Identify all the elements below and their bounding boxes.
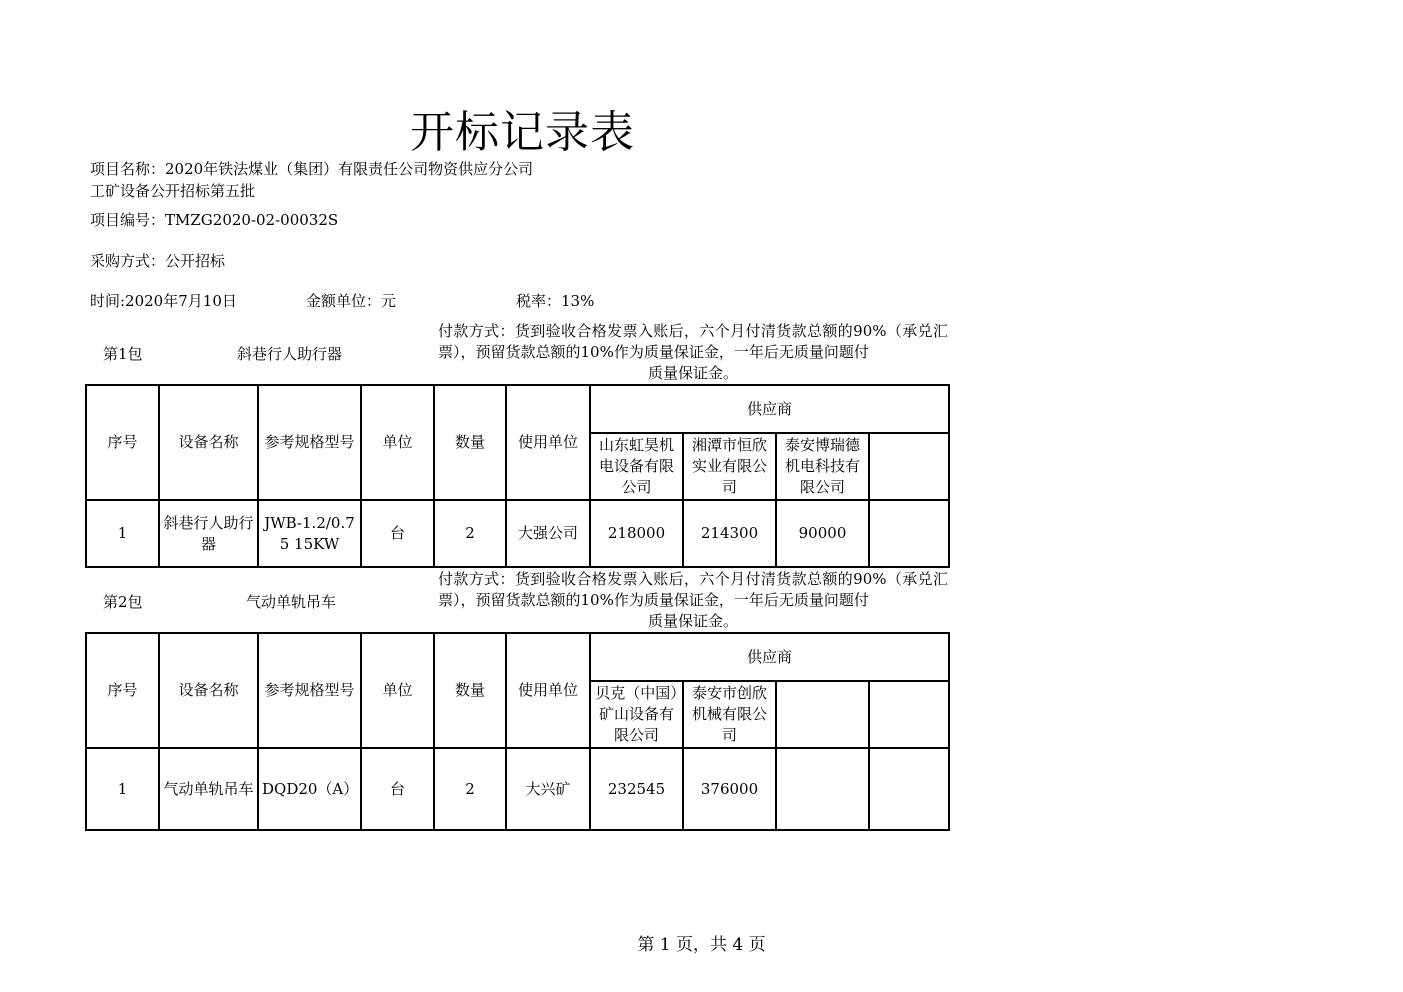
row-price: 90000 xyxy=(776,500,869,567)
header-equipment-name: 设备名称 xyxy=(159,633,258,748)
header-user-unit: 使用单位 xyxy=(506,385,590,500)
row-price: 214300 xyxy=(683,500,776,567)
project-number: 项目编号：TMZG2020-02-00032S xyxy=(90,211,339,229)
header-spec: 参考规格型号 xyxy=(258,633,361,748)
header-equipment-name: 设备名称 xyxy=(159,385,258,500)
header-unit: 单位 xyxy=(361,385,434,500)
payment-terms-end: 质量保证金。 xyxy=(647,612,738,630)
row-quantity: 2 xyxy=(434,500,506,567)
header-user-unit: 使用单位 xyxy=(506,633,590,748)
supplier-name: 湘潭市恒欣实业有限公司 xyxy=(683,433,776,500)
supplier-name: 泰安市创欣机械有限公司 xyxy=(683,681,776,748)
supplier-name xyxy=(869,433,949,500)
supplier-name: 泰安博瑞德机电科技有限公司 xyxy=(776,433,869,500)
row-price: 376000 xyxy=(683,748,776,830)
row-price: 232545 xyxy=(590,748,683,830)
header-quantity: 数量 xyxy=(434,633,506,748)
row-unit: 台 xyxy=(361,748,434,830)
header-suppliers: 供应商 xyxy=(590,633,949,681)
supplier-name: 贝克（中国）矿山设备有限公司 xyxy=(590,681,683,748)
row-seq: 1 xyxy=(86,500,159,567)
header-seq: 序号 xyxy=(86,385,159,500)
package-1-name: 斜巷行人助行器 xyxy=(237,345,343,363)
package-2-payment-terms xyxy=(438,569,948,632)
package-1-payment-terms xyxy=(438,321,948,384)
package-2-name: 气动单轨吊车 xyxy=(246,593,337,611)
package-2-table xyxy=(85,632,950,831)
bid-date: 时间:2020年7月10日 xyxy=(90,292,237,310)
package-1-table xyxy=(85,384,950,568)
header-spec: 参考规格型号 xyxy=(258,385,361,500)
row-price xyxy=(869,748,949,830)
payment-terms-text: 付款方式：货到验收合格发票入账后，六个月付清货款总额的90%（承兑汇票），预留货款总额的10%作为质量保证金，一年后无质量问题付 xyxy=(438,570,948,609)
header-quantity: 数量 xyxy=(434,385,506,500)
row-user-unit: 大强公司 xyxy=(506,500,590,567)
row-unit: 台 xyxy=(361,500,434,567)
row-equipment-name: 斜巷行人助行器 xyxy=(159,500,258,567)
table-row xyxy=(86,500,949,567)
row-spec: JWB-1.2/0.75 15KW xyxy=(258,500,361,567)
page-footer: 第 1 页，共 4 页 xyxy=(637,935,766,955)
page-title: 开标记录表 xyxy=(410,107,635,158)
row-seq: 1 xyxy=(86,748,159,830)
package-1-label: 第1包 xyxy=(103,345,143,363)
supplier-name xyxy=(869,681,949,748)
project-name-line2: 工矿设备公开招标第五批 xyxy=(90,182,256,200)
project-name-line1: 项目名称：2020年铁法煤业（集团）有限责任公司物资供应分公司 xyxy=(90,160,534,178)
row-price xyxy=(776,748,869,830)
supplier-name: 山东虹昊机电设备有限公司 xyxy=(590,433,683,500)
row-quantity: 2 xyxy=(434,748,506,830)
header-unit: 单位 xyxy=(361,633,434,748)
row-price: 218000 xyxy=(590,500,683,567)
currency-unit: 金额单位：元 xyxy=(306,292,397,310)
row-equipment-name: 气动单轨吊车 xyxy=(159,748,258,830)
payment-terms-text: 付款方式：货到验收合格发票入账后，六个月付清货款总额的90%（承兑汇票），预留货款总额的10%作为质量保证金，一年后无质量问题付 xyxy=(438,322,948,361)
row-price xyxy=(869,500,949,567)
procurement-method: 采购方式：公开招标 xyxy=(90,252,226,270)
table-row xyxy=(86,748,949,830)
header-seq: 序号 xyxy=(86,633,159,748)
tax-rate: 税率：13% xyxy=(516,292,595,310)
package-2-label: 第2包 xyxy=(103,593,143,611)
supplier-name xyxy=(776,681,869,748)
header-suppliers: 供应商 xyxy=(590,385,949,433)
row-spec: DQD20（A） xyxy=(258,748,361,830)
row-user-unit: 大兴矿 xyxy=(506,748,590,830)
payment-terms-end: 质量保证金。 xyxy=(647,364,738,382)
